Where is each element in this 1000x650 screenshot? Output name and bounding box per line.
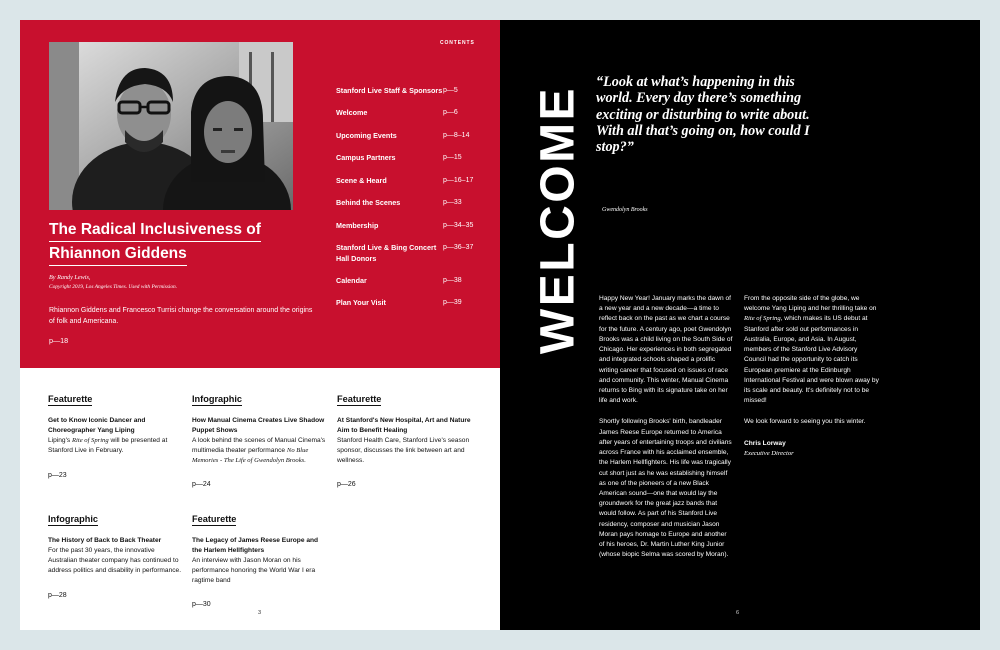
feature-page-number: p—26 xyxy=(337,481,356,489)
feature-title[interactable] xyxy=(49,221,301,269)
toc-item-label: Membership xyxy=(336,220,379,230)
quote-author: Gwendolyn Brooks xyxy=(602,207,648,213)
toc-item-label: Welcome xyxy=(336,108,368,118)
feature-page-number: p—30 xyxy=(192,601,211,609)
feature-author: By Randy Lewis, xyxy=(49,274,91,281)
feature-headline: The History of Back to Back Theater xyxy=(48,537,162,544)
feature-description: Rhiannon Giddens and Francesco Turrisi change the conversation around the origins of folk and Americana. xyxy=(49,307,313,325)
toc-item-page: p—15 xyxy=(443,154,462,162)
toc-item[interactable] xyxy=(336,198,486,208)
right-page xyxy=(500,20,980,630)
page-number: 6 xyxy=(736,610,740,616)
toc-item-page: p—5 xyxy=(443,87,458,94)
feature-summary: Stanford Health Care, Stanford Live's season sponsor, discusses the link between art and wellness. xyxy=(337,436,470,464)
feature-kind-label: Infographic xyxy=(192,394,243,404)
featurette-james-reese-europe[interactable] xyxy=(192,509,326,608)
feature-credit: Copyright 2019, Los Angeles Times. Used with Permission. xyxy=(49,283,178,290)
feature-page-number: p—28 xyxy=(48,591,67,599)
feature-page-number: p—23 xyxy=(48,471,67,479)
toc-item-page: p—36–37 xyxy=(443,244,474,252)
toc-item-page: p—33 xyxy=(443,199,462,207)
toc-item-page: p—39 xyxy=(443,299,462,307)
toc-item-label: Calendar xyxy=(336,275,367,285)
infographic-back-to-back-theater[interactable] xyxy=(48,509,182,599)
contents-label: CONTENTS xyxy=(440,40,475,46)
feature-headline: The Legacy of James Reese Europe and the Harlem Hellfighters xyxy=(192,537,319,554)
toc-item-label: Scene & Heard xyxy=(336,175,387,185)
feature-kind-label: Featurette xyxy=(337,394,382,404)
table-of-contents xyxy=(336,86,486,321)
toc-item-page: p—38 xyxy=(443,276,462,284)
toc-item-page: p—16–17 xyxy=(443,176,474,184)
toc-item-page: p—6 xyxy=(443,109,458,117)
toc-item[interactable] xyxy=(336,153,486,163)
toc-item-label: Plan Your Visit xyxy=(336,298,386,308)
page-number: 3 xyxy=(258,610,262,616)
signature xyxy=(744,439,880,459)
signature-role: Executive Director xyxy=(744,449,794,457)
cover-story-panel xyxy=(20,20,500,368)
toc-item-page: p—8–14 xyxy=(443,131,470,139)
feature-headline: How Manual Cinema Creates Live Shadow Puppet Shows xyxy=(192,417,325,434)
toc-item[interactable] xyxy=(336,243,486,264)
toc-item[interactable] xyxy=(336,108,486,118)
portrait-photo-image xyxy=(49,42,293,210)
toc-item-label: Campus Partners xyxy=(336,153,396,163)
welcome-letter-column-2 xyxy=(744,294,880,459)
toc-item[interactable] xyxy=(336,276,486,286)
toc-item-label: Stanford Live & Bing Concert Hall Donors xyxy=(336,243,437,263)
toc-item[interactable] xyxy=(336,131,486,141)
welcome-letter-column-1 xyxy=(599,294,733,571)
welcome-heading-text: WELCOME xyxy=(531,85,585,355)
letter-paragraph: Shortly following Brooks' birth, bandleader James Reese Europe returned to America after years of entertaining troops and civilians across France with his acclaimed ensemble, the Harlem Hellfighters. His life was tragically cut short just as he was establishing himself as one of the pioneers of a new Black American sound—one that would lay the groundwork for the great jazz bands that would follow. As part of his Stanford Live residency, composer and musician Jason Moran pays homage to Europe and another of his heroes, Dr. Martin Luther King Junior (whose biopic Selma was scored by Moran). xyxy=(599,418,732,559)
pull-quote: “Look at what’s happening in this world. Every day there’s something exciting or disturbing to write about. With all that’s going on, how could I stop?” xyxy=(596,74,810,156)
letter-paragraph: From the opposite side of the globe, we welcome Yang Liping and her thrilling take on Rite of Spring, which makes its US debut at Stanford after sold out performances in Australia, Europe, and Asia. In August, members of the Stanford Live Advisory Council had the opportunity to catch its European premiere at the Edinburgh International Festival and were blown away by its scale and beauty. It's definitely not to be missed! xyxy=(744,295,879,405)
feature-headline: At Stanford's New Hospital, Art and Nature Aim to Benefit Healing xyxy=(337,417,471,434)
infographic-manual-cinema[interactable] xyxy=(192,389,326,488)
toc-item-label: Behind the Scenes xyxy=(336,198,401,208)
letter-paragraph: Happy New Year! January marks the dawn of a new year and a new decade—a time to reflect back on the past as we chart a course for the future. A century ago, poet Gwendolyn Brooks was a child living on the South Side of Chicago. Her experiences in both segregated and integrated schools shaped a prolific writing career that focused on issues of race and community. This winter, Manual Cinema returns to Bing with its signature take on her life and work. xyxy=(599,295,733,405)
feature-page-number: p—24 xyxy=(192,481,211,489)
toc-item-label: Upcoming Events xyxy=(336,130,397,140)
signature-name: Chris Lorway xyxy=(744,439,786,447)
toc-item[interactable] xyxy=(336,176,486,186)
toc-item-label: Stanford Live Staff & Sponsors xyxy=(336,86,443,95)
feature-summary: An interview with Jason Moran on his performance honoring the World War I era ragtime band xyxy=(192,556,316,584)
welcome-heading xyxy=(533,40,583,400)
feature-kind-label: Featurette xyxy=(48,394,93,404)
toc-item[interactable] xyxy=(336,86,486,96)
letter-paragraph: We look forward to seeing you this winter. xyxy=(744,418,866,426)
feature-title-line1: The Radical Inclusiveness of xyxy=(49,221,261,242)
feature-title-line2: Rhiannon Giddens xyxy=(49,245,187,266)
left-page xyxy=(20,20,500,630)
feature-summary: Liping's Rite of Spring will be presented at Stanford Live in February. xyxy=(48,436,168,454)
toc-item[interactable] xyxy=(336,298,486,308)
featurette-stanford-hospital[interactable] xyxy=(337,389,471,488)
portrait-photo xyxy=(49,42,293,210)
feature-kind-label: Infographic xyxy=(48,514,99,524)
feature-headline: Get to Know Iconic Dancer and Choreographer Yang Liping xyxy=(48,417,146,434)
toc-item-page: p—34–35 xyxy=(443,221,474,229)
feature-summary: For the past 30 years, the innovative Australian theater company has continued to address politics and disability in performance. xyxy=(48,546,182,574)
feature-summary: A look behind the scenes of Manual Cinema's multimedia theater performance No Blue Memories - The Life of Gwendolyn Brooks. xyxy=(192,436,326,464)
feature-kind-label: Featurette xyxy=(192,514,237,524)
feature-byline xyxy=(49,273,177,291)
toc-item[interactable] xyxy=(336,221,486,231)
featurette-yang-liping[interactable] xyxy=(48,389,182,479)
feature-page-number: p—18 xyxy=(49,336,69,345)
